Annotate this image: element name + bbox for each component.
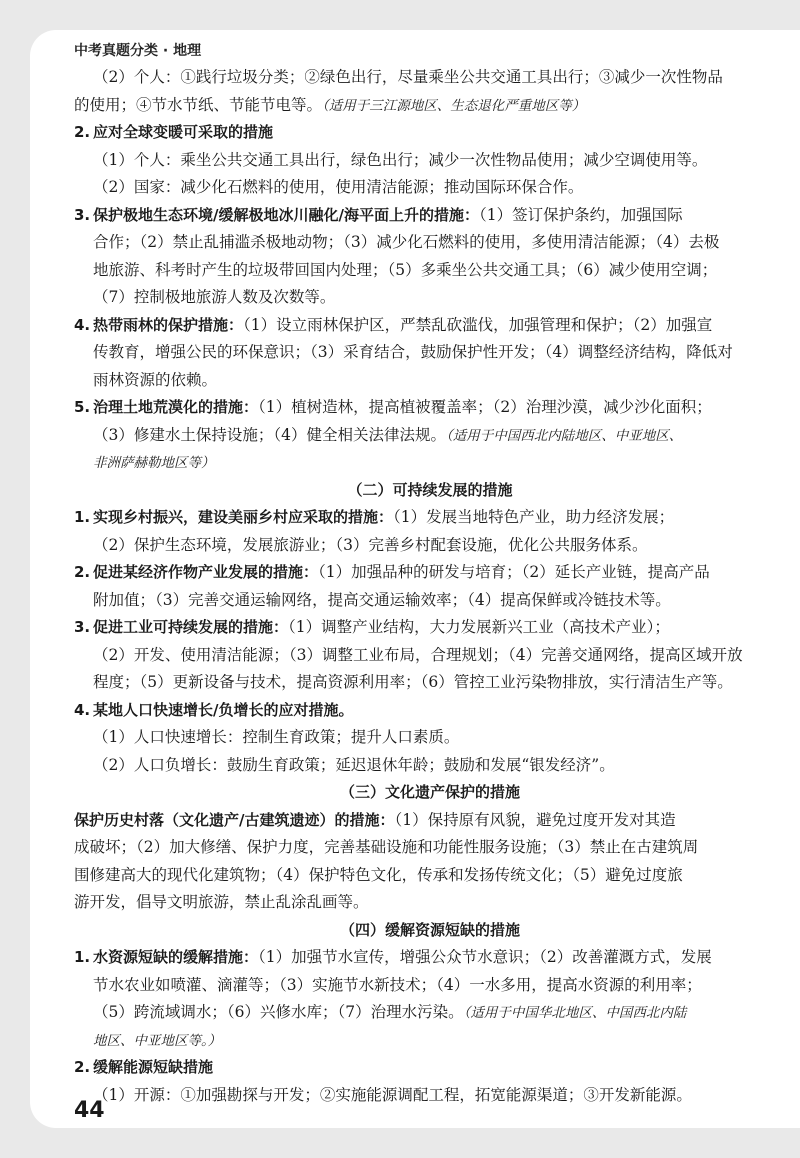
- item-heading: 2. 缓解能源短缺措施: [74, 1058, 214, 1076]
- item-line: 2. 促进某经济作物产业发展的措施：（1）加强品种的研发与培育；（2）延长产业链，提高产品: [74, 563, 710, 581]
- applicability-note: （适用于中国华北地区、中国西北内陆: [463, 1005, 687, 1021]
- text-line: （3）修建水土保持设施；（4）健全相关法律法规。（适用于中国西北内陆地区、中亚地区、: [93, 425, 683, 444]
- text-line: （1）人口快速增长：控制生育政策；提升人口素质。: [93, 728, 460, 746]
- text-line: 的使用；④节水节纸、节能节电等。（适用于三江源地区、生态退化严重地区等）: [74, 95, 586, 114]
- item-line: 4. 热带雨林的保护措施：（1）设立雨林保护区，严禁乱砍滥伐，加强管理和保护；（2）加强宣: [74, 315, 713, 334]
- text-line: （2）保护生态环境，发展旅游业；（3）完善乡村配套设施，优化公共服务体系。: [93, 535, 648, 554]
- item-line: 5. 治理土地荒漠化的措施：（1）植树造林，提高植被覆盖率；（2）治理沙漠，减少沙化面积；: [74, 398, 712, 416]
- applicability-note: （适用于中国西北内陆地区、中亚地区、: [445, 427, 683, 444]
- section-title: （三）文化遗产保护的措施: [339, 783, 520, 801]
- text-line: 围修建高大的现代化建筑物；（4）保护特色文化，传承和发扬传统文化；（5）避免过度旅: [74, 865, 683, 884]
- text-line: 地旅游、科考时产生的垃圾带回国内处理；（5）多乘坐公共交通工具；（6）减少使用空调；: [93, 260, 718, 279]
- text-line: （2）人口负增长：鼓励生育政策；延迟退休年龄；鼓励和发展“银发经济”。: [93, 755, 615, 774]
- text-line: 程度；（5）更新设备与技术，提高资源利用率；（6）管控工业污染物排放，实行清洁生产等。: [93, 673, 733, 691]
- applicability-note: 非洲萨赫勒地区等）: [93, 455, 215, 471]
- text-line: 成破坏；（2）加大修缮、保护力度，完善基础设施和功能性服务设施；（3）禁止在古建筑周: [74, 838, 699, 856]
- page-content: [74, 64, 786, 1109]
- item-line: 3. 保护极地生态环境/缓解极地冰川融化/海平面上升的措施：（1）签订保护条约，加强国际: [74, 205, 683, 224]
- text-line: （2）个人：①践行垃圾分类；②绿色出行，尽量乘坐公共交通工具出行；③减少一次性物品: [93, 68, 723, 86]
- applicability-note: 地区、中亚地区等。）: [93, 1032, 222, 1049]
- section-title: （二）可持续发展的措施: [347, 480, 513, 499]
- applicability-note: （适用于三江源地区、生态退化严重地区等）: [322, 97, 586, 114]
- text-line: （2）开发、使用清洁能源；（3）调整工业布局，合理规划；（4）完善交通网络，提高区域开放: [93, 645, 743, 664]
- text-line: 传教育，增强公民的环保意识；（3）采育结合，鼓励保护性开发；（4）调整经济结构，降低对: [93, 343, 733, 361]
- text-line: （2）国家：减少化石燃料的使用，使用清洁能源；推动国际环保合作。: [93, 178, 584, 196]
- text-line: 合作；（2）禁止乱捕滥杀极地动物；（3）减少化石燃料的使用，多使用清洁能源；（4）去极: [93, 233, 720, 251]
- item-heading: 2. 应对全球变暖可采取的措施: [74, 123, 274, 141]
- item-line: 1. 水资源短缺的缓解措施：（1）加强节水宣传，增强公众节水意识；（2）改善灌溉方式，发展: [74, 948, 712, 966]
- text-line: （1）个人：乘坐公共交通工具出行，绿色出行；减少一次性物品使用；减少空调使用等。: [93, 150, 708, 169]
- document-page: [30, 30, 800, 1128]
- item-line: 3. 促进工业可持续发展的措施：（1）调整产业结构，大力发展新兴工业（高技术产业）；: [74, 618, 670, 636]
- item-line: 保护历史村落（文化遗产/古建筑遗迹）的措施：（1）保持原有风貌，避免过度开发对其造: [74, 810, 676, 829]
- running-header: 中考真题分类 · 地理: [74, 43, 202, 59]
- text-line: （7）控制极地旅游人数及次数等。: [93, 288, 336, 306]
- section-title: （四）缓解资源短缺的措施: [339, 920, 520, 939]
- text-line: 节水农业如喷灌、滴灌等；（3）实施节水新技术；（4）一水多用，提高水资源的利用率；: [93, 975, 702, 994]
- text-line: （1）开源：①加强勘探与开发；②实施能源调配工程，拓宽能源渠道；③开发新能源。: [93, 1085, 692, 1104]
- text-line: （5）跨流域调水；（6）兴修水库；（7）治理水污染。（适用于中国华北地区、中国西北内陆: [93, 1003, 687, 1021]
- page-number: 44: [74, 1098, 105, 1123]
- text-line: 雨林资源的依赖。: [93, 370, 218, 389]
- text-line: [74, 1027, 786, 1055]
- text-line: [74, 449, 786, 477]
- item-line: 1. 实现乡村振兴，建设美丽乡村应采取的措施：（1）发展当地特色产业，助力经济发展；: [74, 508, 675, 526]
- item-heading: 4. 某地人口快速增长/负增长的应对措施。: [74, 700, 354, 719]
- text-line: 附加值；（3）完善交通运输网络，提高交通运输效率；（4）提高保鲜或冷链技术等。: [93, 590, 671, 609]
- text-line: 游开发，倡导文明旅游，禁止乱涂乱画等。: [74, 893, 369, 911]
